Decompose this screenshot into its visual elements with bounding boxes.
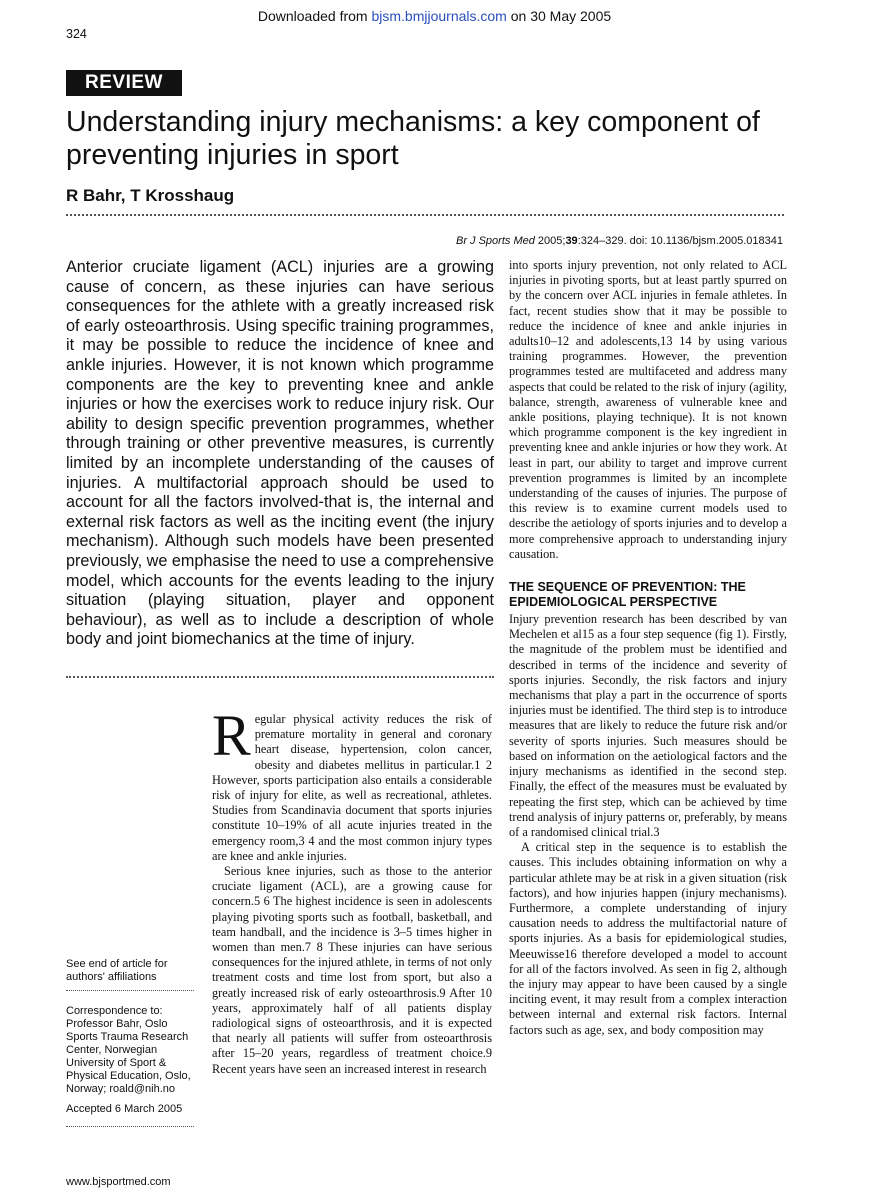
- affiliations-note: See end of article for authors' affiliations: [66, 958, 168, 983]
- right-column: [509, 258, 787, 1038]
- citation: Br J Sports Med 2005;39:324–329. doi: 10.1136/bjsm.2005.018341: [455, 235, 783, 247]
- article-title: Understanding injury mechanisms: a key component of preventing injuries in sport: [66, 106, 760, 171]
- download-link[interactable]: bjsm.bmjjournals.com: [371, 8, 507, 24]
- authors: R Bahr, T Krosshaug: [66, 186, 235, 205]
- drop-cap: R: [212, 703, 251, 768]
- correspondence: Correspondence to: Professor Bahr, Oslo Sports Trauma Research Center, Norwegian University of Sport & Physical Education, Oslo, Norway; roald@nih.no: [66, 1005, 191, 1095]
- header-divider: [66, 214, 784, 216]
- page-number: 324: [66, 27, 87, 41]
- body-column: [212, 703, 493, 1077]
- section-label: REVIEW: [66, 70, 182, 96]
- section-heading: THE SEQUENCE OF PREVENTION: THE EPIDEMIOLOGICAL PERSPECTIVE: [509, 580, 746, 610]
- section-paragraph-1: Injury prevention research has been described by van Mechelen et al15 as a four step sequence (fig 1). Firstly, the magnitude of the problem must be identified and described in terms of the incidence and severity of sports injuries. Secondly, the risk factors and injury mechanisms that play a part in the occurrence of sports injuries must be identified. The third step is to introduce measures that are likely to reduce the future risk and/or severity of sports injuries. Such measures should be based on information on the aetiological factors and the injury mechanisms as identified in the second step. Finally, the effect of the measures must be evaluated by repeating the first step, which can be achieved by time trend analysis of injury patterns or, preferably, by means of a randomised clinical trial.3: [509, 612, 787, 839]
- footer-url[interactable]: www.bjsportmed.com: [66, 1176, 171, 1188]
- sidebar-divider-2: [66, 1126, 194, 1127]
- body-paragraph-1: Regular physical activity reduces the risk of premature mortality in general and coronary heart disease, hypertension, colon cancer, obesity and diabetes mellitus in particular.1 2 However, sports participation also entails a considerable risk of injury for elite, as well as recreational, athletes. Studies from Scandinavia document that sports injuries constitute 10–19% of all acute injuries treated in the emergency room,3 4 and the most common injury types are knee and ankle injuries.: [212, 703, 492, 863]
- abstract-divider: [66, 676, 494, 678]
- download-banner: Downloaded from bjsm.bmjjournals.com on 30 May 2005: [257, 8, 612, 24]
- sidebar-divider-1: [66, 990, 194, 991]
- accepted-date: Accepted 6 March 2005: [66, 1103, 183, 1115]
- abstract: Anterior cruciate ligament (ACL) injuries are a growing cause of concern, as these injuries can have serious consequences for the athlete with a greatly increased risk of early osteoarthrosis. Using specific training programmes, it may be possible to reduce the incidence of knee and ankle injuries. However, it is not known which programme components are the key to preventing knee and ankle injuries or how the exercises work to reduce injury risk. Our ability to design specific prevention programmes, whether through training or other preventive measures, is currently limited by an incomplete understanding of the causes of injuries. A multifactorial approach should be used to account for all the factors involved-that is, the internal and external risk factors as well as the inciting event (the injury mechanism). Although such models have been presented previously, we emphasise the need to use a comprehensive model, which accounts for the events leading to the injury situation (playing situation, player and opponent behaviour), as well as to include a description of whole body and joint biomechanics at the time of injury.: [66, 258, 495, 649]
- right-col-intro: into sports injury prevention, not only related to ACL injuries in pivoting sports, but at least partly spurred on by the concern over ACL injuries in female athletes. In fact, recent studies show that it may be possible to reduce the incidence of knee and ankle injuries in adults10–12 and adolescents,13 14 by using various training programmes. However, the prevention programmes tested are multifaceted and address many aspects that could be related to the risk of injury (agility, balance, strength, awareness of vulnerable knee and ankle positions, playing technique). It is not known which programme component is the key ingredient in preventing knee and ankle injuries or how they work. At least in part, our ability to target and improve current prevention programmes is limited by an incomplete understanding of the causes of injuries. The purpose of this review is to examine current models used to describe the aetiology of sports injuries and to develop a more comprehensive approach to understanding injury causation.: [509, 258, 787, 561]
- section-paragraph-2: A critical step in the sequence is to establish the causes. This includes obtaining information on why a particular athlete may be at risk in a given situation (risk factors), and how injuries happen (injury mechanisms). Furthermore, a complete understanding of injury causation needs to address the multifactorial nature of sports injuries. As a basis for epidemiological studies, Meeuwisse16 therefore developed a model to account for all of the factors involved. As seen in fig 2, although the injury may appear to have been caused by a single inciting event, it may result from a complex interaction between internal and external risk factors. Internal factors such as age, sex, and body composition may: [509, 840, 787, 1037]
- body-paragraph-2: Serious knee injuries, such as those to the anterior cruciate ligament (ACL), are a growing cause for concern.5 6 The highest incidence is seen in adolescents playing pivoting sports such as football, basketball, and team handball, and the incidence is 3–5 times higher in women than men.7 8 These injuries can have serious consequences for the injured athlete, in terms of not only treatment costs and time lost from sport, but also a greatly increased risk of early osteoarthrosis.9 After 10 years, approximately half of all patients display radiological signs of osteoarthrosis, and it is expected that nearly all patients will suffer from osteoarthrosis after 15–20 years, regardless of treatment choice.9 Recent years have seen an increased interest in research: [212, 864, 493, 1076]
